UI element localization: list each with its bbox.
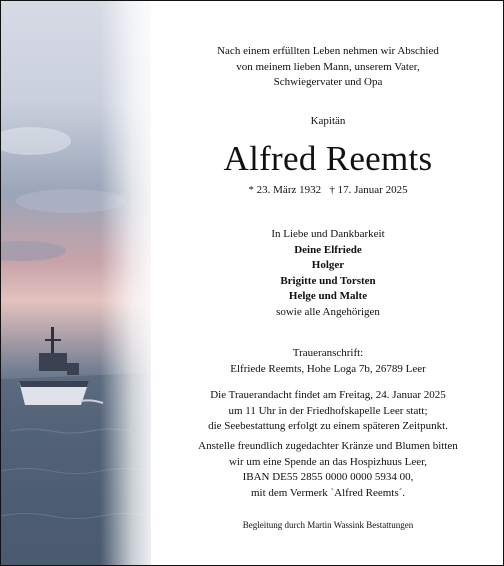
service-block	[151, 388, 504, 435]
donation-block	[151, 439, 504, 501]
mourners-block	[151, 227, 504, 320]
donation-line: Anstelle freundlich zugedachter Kränze und Blumen bitten	[198, 440, 458, 452]
address-label: Traueranschrift:	[292, 347, 364, 359]
deceased-name: Alfred Reemts	[223, 139, 433, 178]
donation-line: IBAN DE55 2855 0000 0000 5934 00,	[242, 471, 414, 483]
mourners-closing: sowie alle Angehörigen	[276, 305, 380, 318]
mourner-name: Brigitte und Torsten	[280, 274, 376, 287]
service-line: die Seebestattung erfolgt zu einem späteren Zeitpunkt.	[208, 420, 448, 432]
address-block	[151, 346, 504, 377]
mourner-name: Deine Elfriede	[294, 243, 362, 256]
mourner-name: Holger	[311, 259, 345, 271]
donation-line: mit dem Vermerk `Alfred Reemts´.	[250, 486, 406, 499]
intro-text	[151, 44, 504, 91]
title: Kapitän	[310, 115, 346, 127]
mourner-name: Helge und Malte	[288, 290, 368, 302]
service-line: um 11 Uhr in der Friedhofskapelle Leer statt;	[228, 404, 428, 417]
service-line: Die Trauerandacht findet am Freitag, 24. Januar 2025	[210, 389, 446, 401]
life-dates: * 23. März 1932 † 17. Januar 2025	[248, 184, 408, 196]
photo-fade-overlay	[1, 1, 161, 566]
donation-line: wir um eine Spende an das Hospizhuus Leer,	[228, 455, 428, 468]
mourners-intro: In Liebe und Dankbarkeit	[271, 228, 385, 240]
intro-line: Schwiegervater und Opa	[273, 76, 383, 88]
address-value: Elfriede Reemts, Hohe Loga 7b, 26789 Leer	[230, 362, 426, 375]
intro-line: von meinem lieben Mann, unserem Vater,	[236, 60, 420, 73]
intro-line: Nach einem erfüllten Leben nehmen wir Abschied	[217, 45, 439, 57]
funeral-home: Begleitung durch Martin Wassink Bestattungen	[242, 520, 414, 530]
